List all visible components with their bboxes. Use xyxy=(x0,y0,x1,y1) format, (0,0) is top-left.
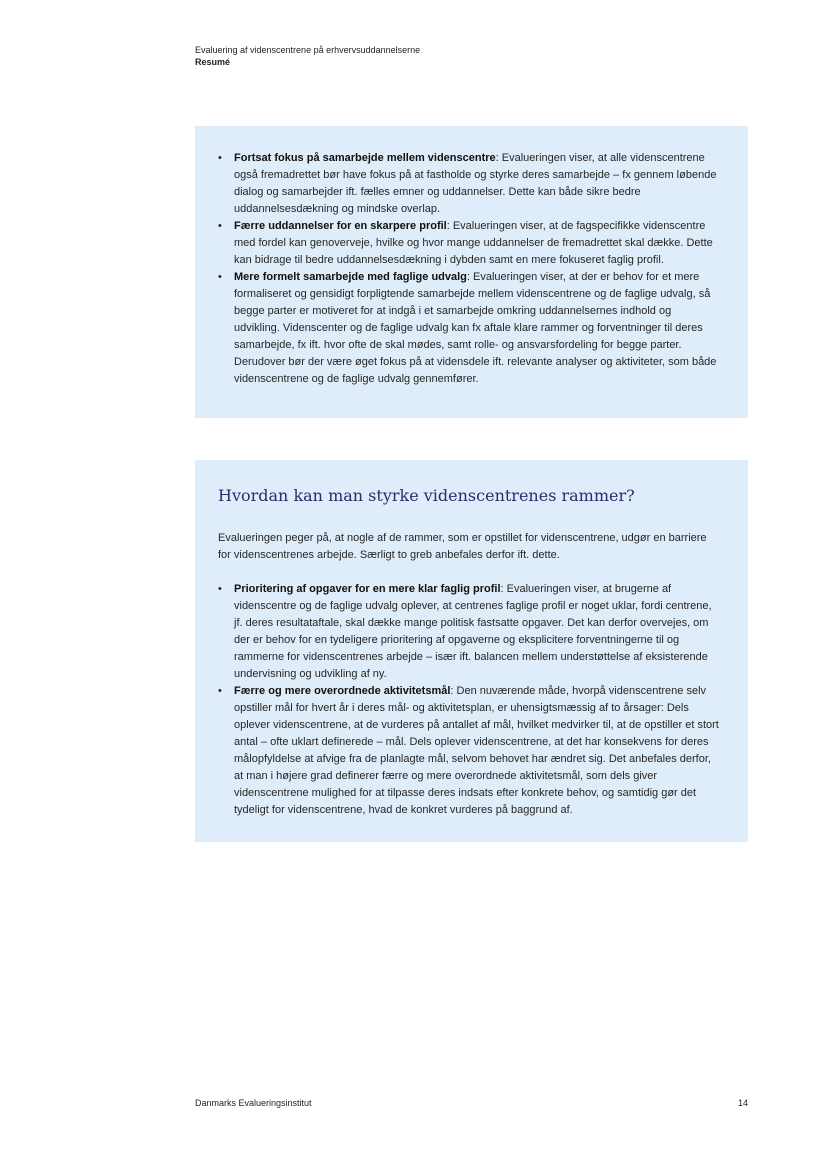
bullet-icon: • xyxy=(218,583,222,595)
running-header xyxy=(195,44,420,68)
bullet-icon: • xyxy=(218,685,222,697)
item-text: : Evalueringen viser, at de fagspecifikke videnscentre med fordel kan genoverveje, hvilke og hvor mange uddannelser de fremadrettet skal dække. Dette kan bidrage til bedre uddannelsesdækning i dybden samt en mere fokuseret faglig profil. xyxy=(234,220,713,266)
box-intro: Evalueringen peger på, at nogle af de rammer, som er opstillet for videnscentrene, udgør en barriere for videnscentrenes arbejde. Særligt to greb anbefales derfor ift. dette. xyxy=(218,532,707,561)
item-text: : Den nuværende måde, hvorpå videnscentrene selv opstiller mål for hvert år i deres mål- og aktivitetsplan, er uhensigtsmæssig af to årsager: Dels oplever videnscentrene, at de vurderes på antallet af mål, hvilket medvirker til, at de opstiller et stort antal – ofte uklart definerede – mål. Dels oplever videnscentrene, at det har konsekvens for deres målopfyldelse at afvige fra de planlagte mål, selvom behovet har ændret sig. Det anbefales derfor, at man i højere grad definerer færre og mere overordnede aktivitetsmål, som dels giver videnscentrene mulighed for at tilpasse deres indsats efter konkrete behov, og samtidig gør det tydeligt for videnscentrene, hvad de konkret vurderes på baggrund af. xyxy=(234,685,719,816)
item-title: Færre og mere overordnede aktivitetsmål xyxy=(234,685,451,697)
section-title: Resumé xyxy=(195,57,231,67)
list-item xyxy=(218,218,720,269)
footer-institution: Danmarks Evalueringsinstitut xyxy=(195,1098,312,1108)
item-title: Mere formelt samarbejde med faglige udvalg xyxy=(234,271,467,283)
page-number: 14 xyxy=(737,1098,748,1108)
item-title: Fortsat fokus på samarbejde mellem videnscentre xyxy=(234,152,496,164)
list-item xyxy=(218,150,720,218)
bullet-list xyxy=(218,150,720,388)
bullet-icon: • xyxy=(218,220,222,232)
list-item xyxy=(218,581,720,683)
bullet-icon: • xyxy=(218,271,222,283)
bullet-icon: • xyxy=(218,152,222,164)
bullet-list xyxy=(218,581,720,819)
item-text: : Evalueringen viser, at alle videnscentrene også fremadrettet bør have fokus på at fastholde og styrke deres samarbejde – fx gennem løbende dialog og samarbejder ift. fælles emner og uddannelser. Dette kan både sikre bedre uddannelsesdækning og mindske overlap. xyxy=(234,152,717,215)
recommendations-box-collaboration xyxy=(195,126,748,418)
item-text: : Evalueringen viser, at brugerne af videnscentre og de faglige udvalg oplever, at centrenes faglige profil er noget uklar, fordi centrene, jf. deres resultataftale, skal dække mange politisk fastsatte opgaver. Det kan derfor overvejes, om der er behov for en tydeligere prioritering af opgaverne og eksplicitere forventningerne til og rammerne for videnscentrenes arbejde – især ift. balancen mellem understøttelse af eksisterende undervisning og udvikling af ny. xyxy=(234,583,712,680)
box-heading: Hvordan kan man styrke videnscentrenes rammer? xyxy=(218,486,635,505)
item-title: Prioritering af opgaver for en mere klar faglig profil xyxy=(234,583,501,595)
document-title: Evaluering af videnscentrene på erhvervsuddannelserne xyxy=(195,45,421,55)
recommendations-box-framework xyxy=(195,460,748,842)
item-title: Færre uddannelser for en skarpere profil xyxy=(234,220,447,232)
list-item xyxy=(218,683,720,819)
list-item xyxy=(218,269,720,388)
item-text: : Evalueringen viser, at der er behov for et mere formaliseret og gensidigt forpligtende samarbejde mellem videnscentrene og de faglige udvalg, så begge parter er motiveret for at indgå i et samarbejde omkring uddannelsernes indhold og udvikling. Videnscenter og de faglige udvalg kan fx aftale klare rammer og forventninger til deres samarbejde, fx ift. hvor ofte de skal mødes, samt rolle- og ansvarsfordeling for begge parter. Derudover bør der være øget fokus på at vidensdele ift. relevante analyser og aktiviteter, som både videnscentrene og de faglige udvalg gennemfører. xyxy=(234,271,717,385)
